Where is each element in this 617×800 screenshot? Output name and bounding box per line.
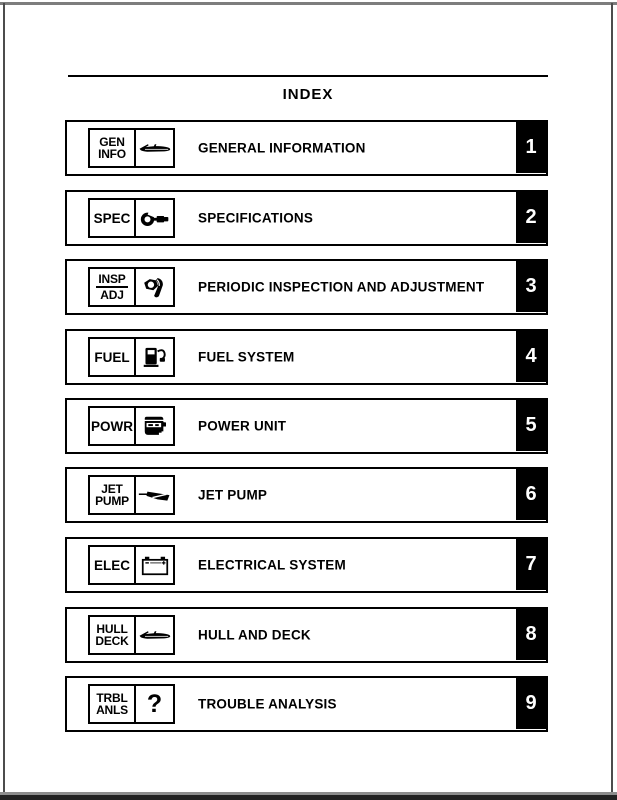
section-abbrev: [90, 547, 136, 583]
section-label-box: [88, 198, 175, 238]
section-abbrev: [90, 269, 136, 305]
page-border-top: [0, 2, 617, 5]
watercraft-icon: [136, 130, 173, 166]
page-edge-shadow: [0, 795, 617, 800]
section-label-box: [88, 684, 175, 724]
section-row-electrical-system[interactable]: [65, 537, 548, 593]
abbrev-line1: HULL: [96, 622, 128, 636]
fuel-pump-icon: [136, 339, 173, 375]
section-title: JET PUMP: [198, 487, 268, 503]
section-abbrev: [90, 477, 136, 513]
section-title: SPECIFICATIONS: [198, 210, 314, 226]
section-row-trouble-analysis[interactable]: [65, 676, 548, 732]
watercraft-icon: [136, 617, 173, 653]
section-title: FUEL SYSTEM: [198, 349, 295, 365]
abbrev-line1: SPEC: [93, 210, 131, 226]
section-label-box: [88, 128, 175, 168]
section-abbrev: [90, 130, 136, 166]
thumb-tab: [516, 261, 546, 312]
section-label-box: [88, 545, 175, 585]
engine-icon: [136, 408, 173, 444]
abbrev-line1: POWR: [91, 418, 133, 434]
abbrev-line1: INSP: [98, 272, 126, 286]
section-title: PERIODIC INSPECTION AND ADJUSTMENT: [198, 279, 485, 295]
section-label-box: [88, 615, 175, 655]
section-label-box: [88, 406, 175, 446]
section-row-power-unit[interactable]: [65, 398, 548, 454]
abbrev-line1: JET: [101, 482, 123, 496]
section-title: ELECTRICAL SYSTEM: [198, 557, 346, 573]
jet-pump-icon: [136, 477, 173, 513]
tab-number: 7: [525, 553, 537, 575]
header-rule: [68, 75, 548, 77]
section-row-fuel-system[interactable]: [65, 329, 548, 385]
section-row-general-information[interactable]: [65, 120, 548, 176]
page-title: INDEX: [282, 86, 334, 103]
tab-number: 3: [525, 275, 537, 297]
abbrev-line2: PUMP: [95, 494, 129, 508]
wrench-nut-icon: [136, 269, 173, 305]
thumb-tab: [516, 678, 546, 729]
abbrev-line2: ANLS: [96, 703, 128, 717]
abbrev-line2: DECK: [95, 634, 129, 648]
battery-icon: [136, 547, 173, 583]
tab-number: 8: [525, 623, 537, 645]
page-border-right: [611, 3, 613, 795]
tab-number: 1: [525, 136, 537, 158]
section-title: POWER UNIT: [198, 418, 287, 434]
thumb-tab: [516, 469, 546, 520]
section-title: TROUBLE ANALYSIS: [198, 696, 337, 712]
abbrev-line2: INFO: [98, 147, 126, 161]
abbrev-line1: ELEC: [93, 557, 130, 573]
tab-number: 4: [525, 345, 537, 367]
thumb-tab: [516, 122, 546, 173]
thumb-tab: [516, 539, 546, 590]
section-abbrev: [90, 686, 136, 722]
thumb-tab: [516, 609, 546, 660]
tab-number: 6: [525, 483, 537, 505]
section-row-periodic-inspection[interactable]: [65, 259, 548, 315]
tab-number: 2: [525, 206, 537, 228]
abbrev-line2: ADJ: [100, 288, 124, 302]
page-border-left: [3, 3, 5, 795]
section-label-box: [88, 267, 175, 307]
section-row-specifications[interactable]: [65, 190, 548, 246]
section-label-box: [88, 475, 175, 515]
section-row-hull-and-deck[interactable]: [65, 607, 548, 663]
section-abbrev: [90, 408, 136, 444]
section-title: GENERAL INFORMATION: [198, 140, 366, 156]
section-abbrev: [90, 339, 136, 375]
section-abbrev: [90, 617, 136, 653]
section-label-box: [88, 337, 175, 377]
thumb-tab: [516, 400, 546, 451]
section-title: HULL AND DECK: [198, 627, 311, 643]
micrometer-icon: [136, 200, 173, 236]
tab-number: 9: [525, 692, 537, 714]
abbrev-line1: GEN: [99, 135, 125, 149]
question-mark-glyph: ?: [146, 689, 163, 718]
question-mark-icon: [136, 686, 173, 722]
thumb-tab: [516, 331, 546, 382]
section-abbrev: [90, 200, 136, 236]
thumb-tab: [516, 192, 546, 243]
abbrev-line1: FUEL: [94, 349, 130, 365]
abbrev-line1: TRBL: [96, 691, 128, 705]
section-row-jet-pump[interactable]: [65, 467, 548, 523]
tab-number: 5: [525, 414, 537, 436]
